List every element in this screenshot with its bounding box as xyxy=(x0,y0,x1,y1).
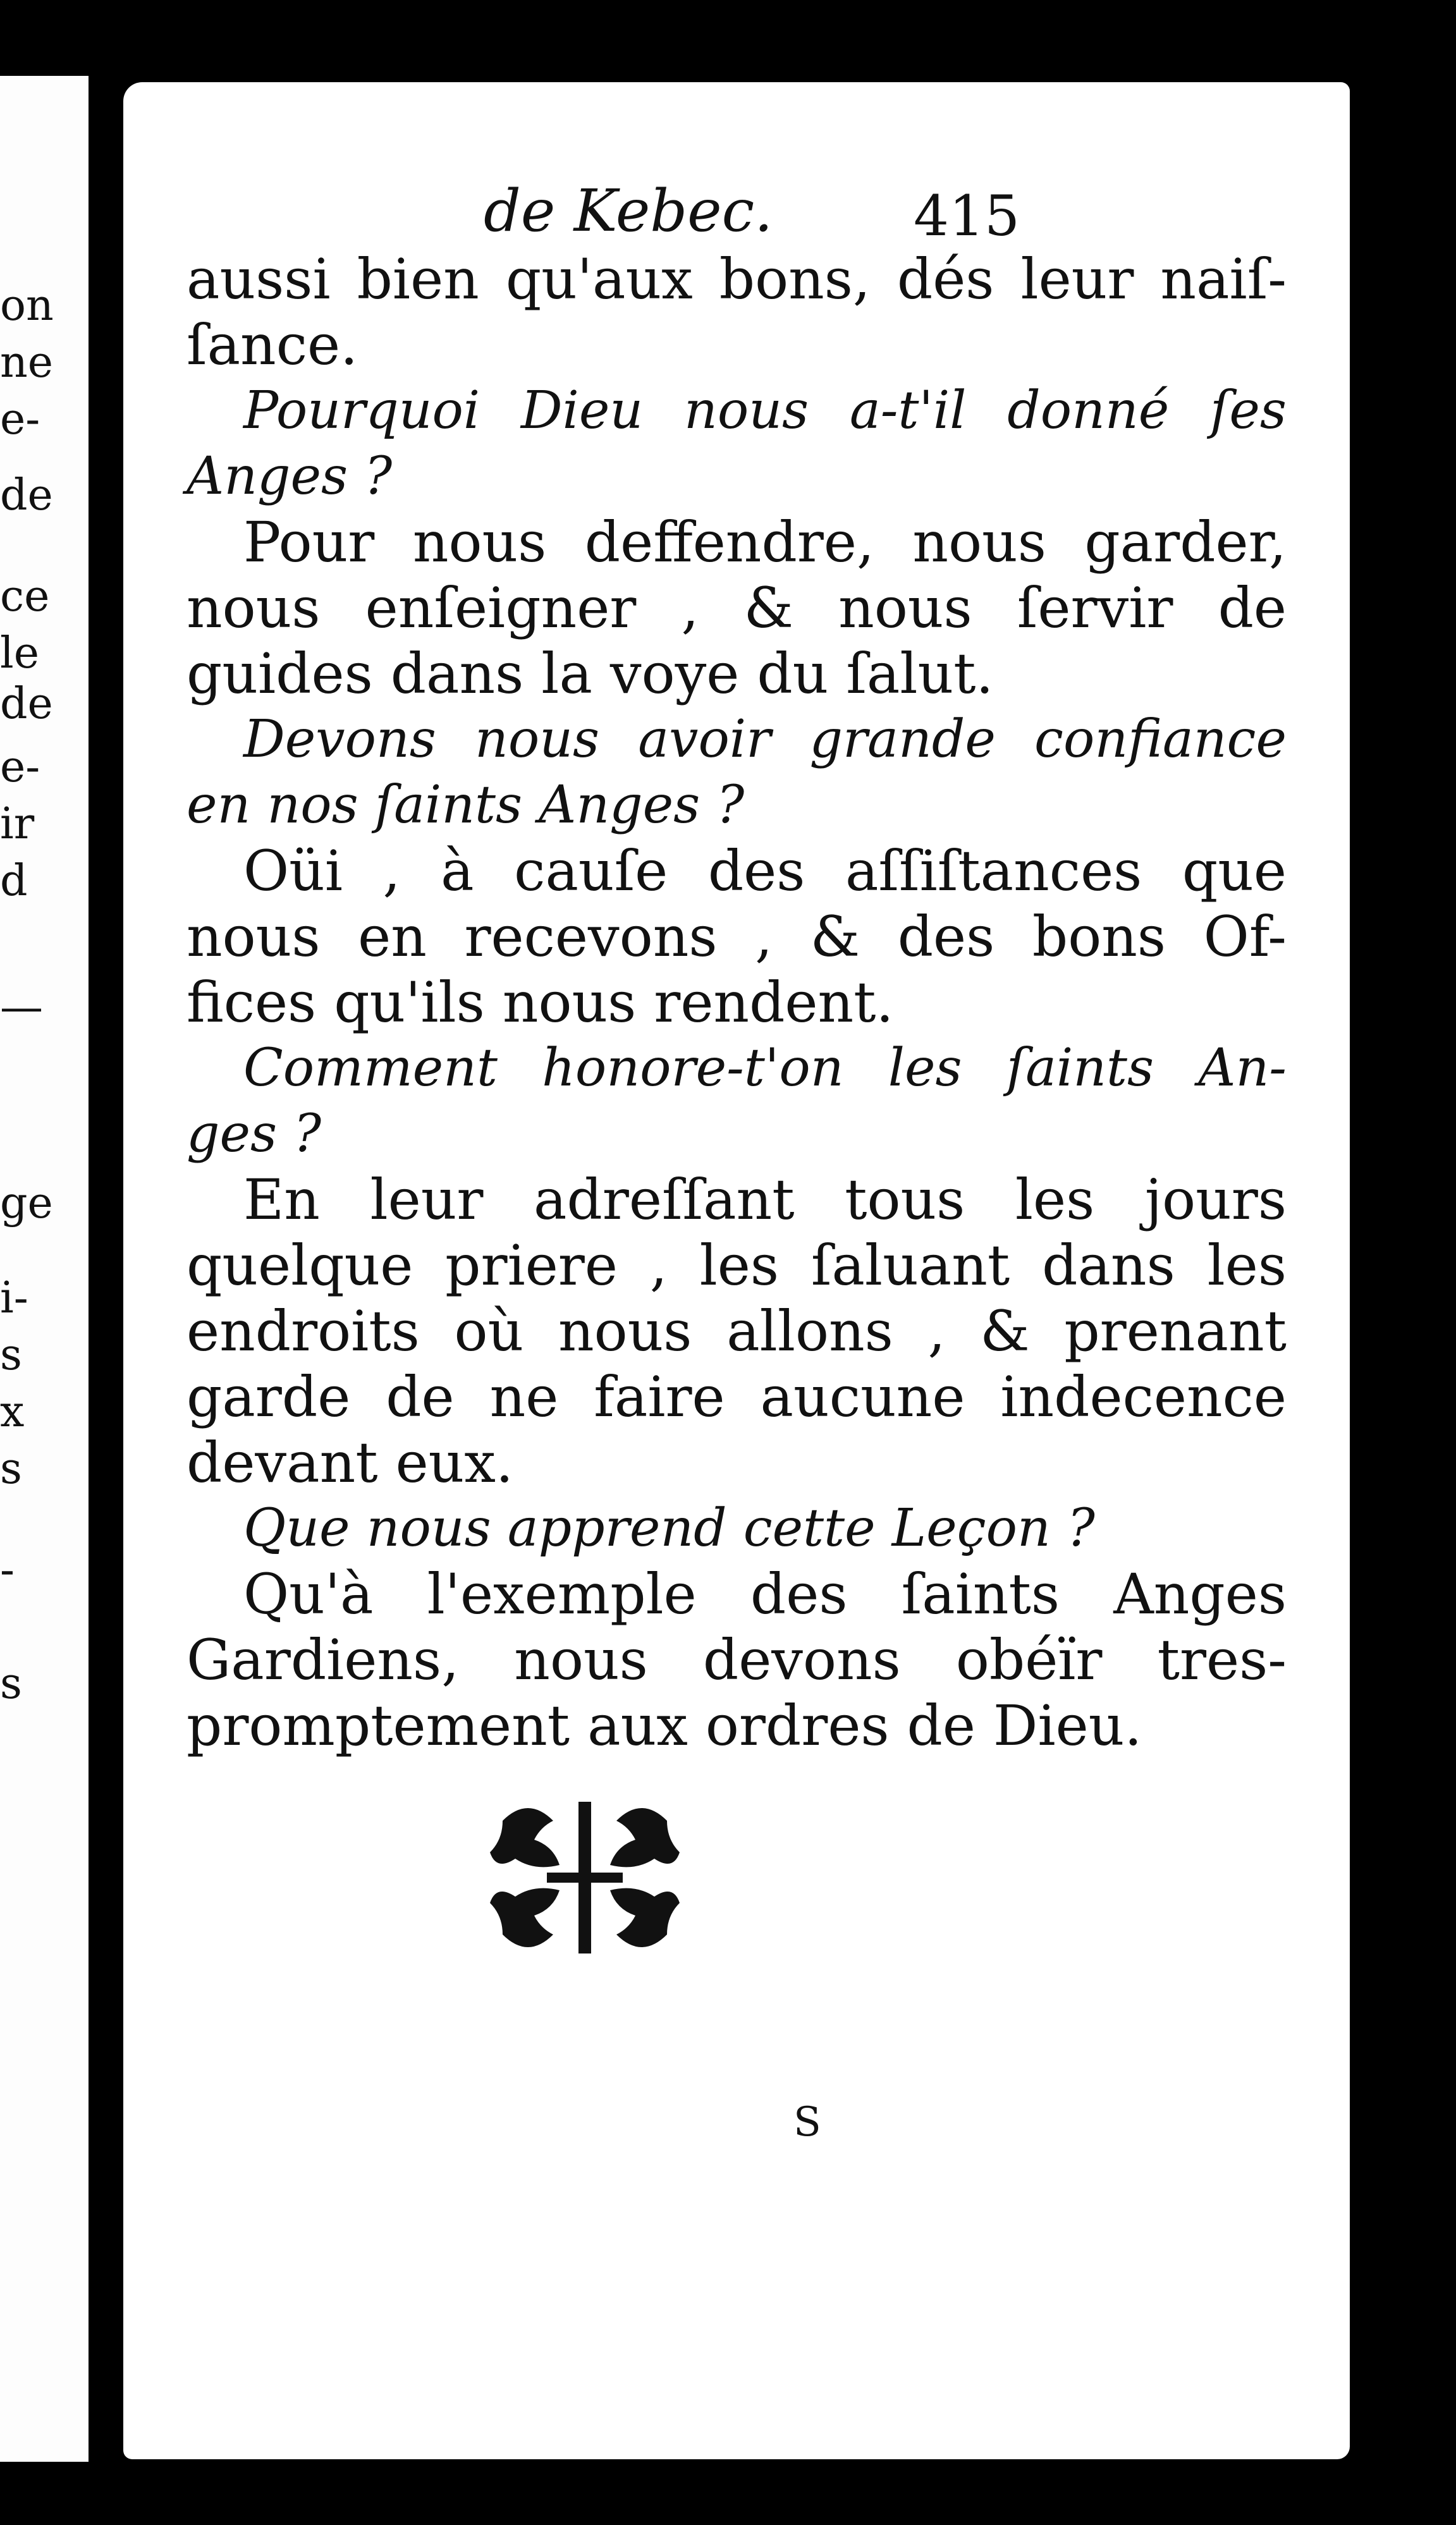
answer-line: Oüi , à cauſe des aſſiſtances que xyxy=(243,838,1287,903)
question-line: Devons nous avoir grande confiance xyxy=(243,709,1287,769)
answer-line: Pour nous deffendre, nous garder, xyxy=(243,510,1287,575)
answer-line: promptement aux ordres de Dieu. xyxy=(187,1693,1142,1758)
answer-line: nous en recevons , & des bons Of- xyxy=(187,904,1287,969)
answer-line: quelque priere , les ſaluant dans les xyxy=(187,1233,1287,1298)
answer-line: fices qu'ils nous rendent. xyxy=(187,970,894,1035)
previous-page-edge xyxy=(0,76,89,2462)
margin-fragment: le xyxy=(0,628,39,678)
margin-fragment: e- xyxy=(0,394,40,444)
answer-line: guides dans la voye du ſalut. xyxy=(187,641,994,706)
margin-fragment: on xyxy=(0,281,54,331)
answer-line: devant eux. xyxy=(187,1430,513,1495)
margin-fragment: — xyxy=(0,982,43,1032)
running-head: de Kebec. xyxy=(484,177,773,245)
answer-line: En leur adreſſant tous les jours xyxy=(243,1167,1287,1232)
margin-fragment: ce xyxy=(0,572,50,621)
question-line: Que nous apprend cette Leçon ? xyxy=(243,1498,1095,1558)
page-number: 415 xyxy=(914,183,1020,248)
margin-fragment: de xyxy=(0,679,53,729)
margin-fragment: s xyxy=(0,1330,22,1380)
answer-line: garde de ne faire aucune indecence xyxy=(187,1364,1287,1429)
margin-fragment: ge xyxy=(0,1178,53,1228)
question-line: Comment honore-t'on les ſaints An- xyxy=(243,1038,1287,1098)
book-page xyxy=(123,82,1350,2459)
question-line: Pourquoi Dieu nous a-t'il donné ſes xyxy=(243,381,1287,441)
question-line: ges ? xyxy=(187,1104,322,1164)
margin-fragment: de xyxy=(0,470,53,520)
answer-line: aussi bien qu'aux bons, dés leur naiſ- xyxy=(187,247,1287,312)
margin-fragment: d xyxy=(0,856,28,906)
question-line: en nos ſaints Anges ? xyxy=(187,775,745,835)
margin-fragment: ne xyxy=(0,338,54,388)
margin-fragment: x xyxy=(0,1387,25,1437)
question-line: Anges ? xyxy=(187,446,393,506)
fleuron-ornament-icon xyxy=(477,1795,692,1960)
answer-line: ſance. xyxy=(187,312,358,377)
answer-line: endroits où nous allons , & prenant xyxy=(187,1299,1287,1364)
catchword: S xyxy=(793,2099,821,2146)
margin-fragment: i- xyxy=(0,1273,28,1323)
margin-fragment: s xyxy=(0,1659,22,1709)
margin-fragment: ir xyxy=(0,799,35,849)
margin-fragment: s xyxy=(0,1444,22,1494)
page-text xyxy=(187,247,1287,1759)
answer-line: Gardiens, nous devons obéïr tres- xyxy=(187,1627,1287,1692)
answer-line: nous enſeigner , & nous ſervir de xyxy=(187,575,1287,640)
margin-fragment: - xyxy=(0,1545,15,1595)
margin-fragment: e- xyxy=(0,742,40,792)
answer-line: Qu'à l'exemple des ſaints Anges xyxy=(243,1562,1287,1627)
